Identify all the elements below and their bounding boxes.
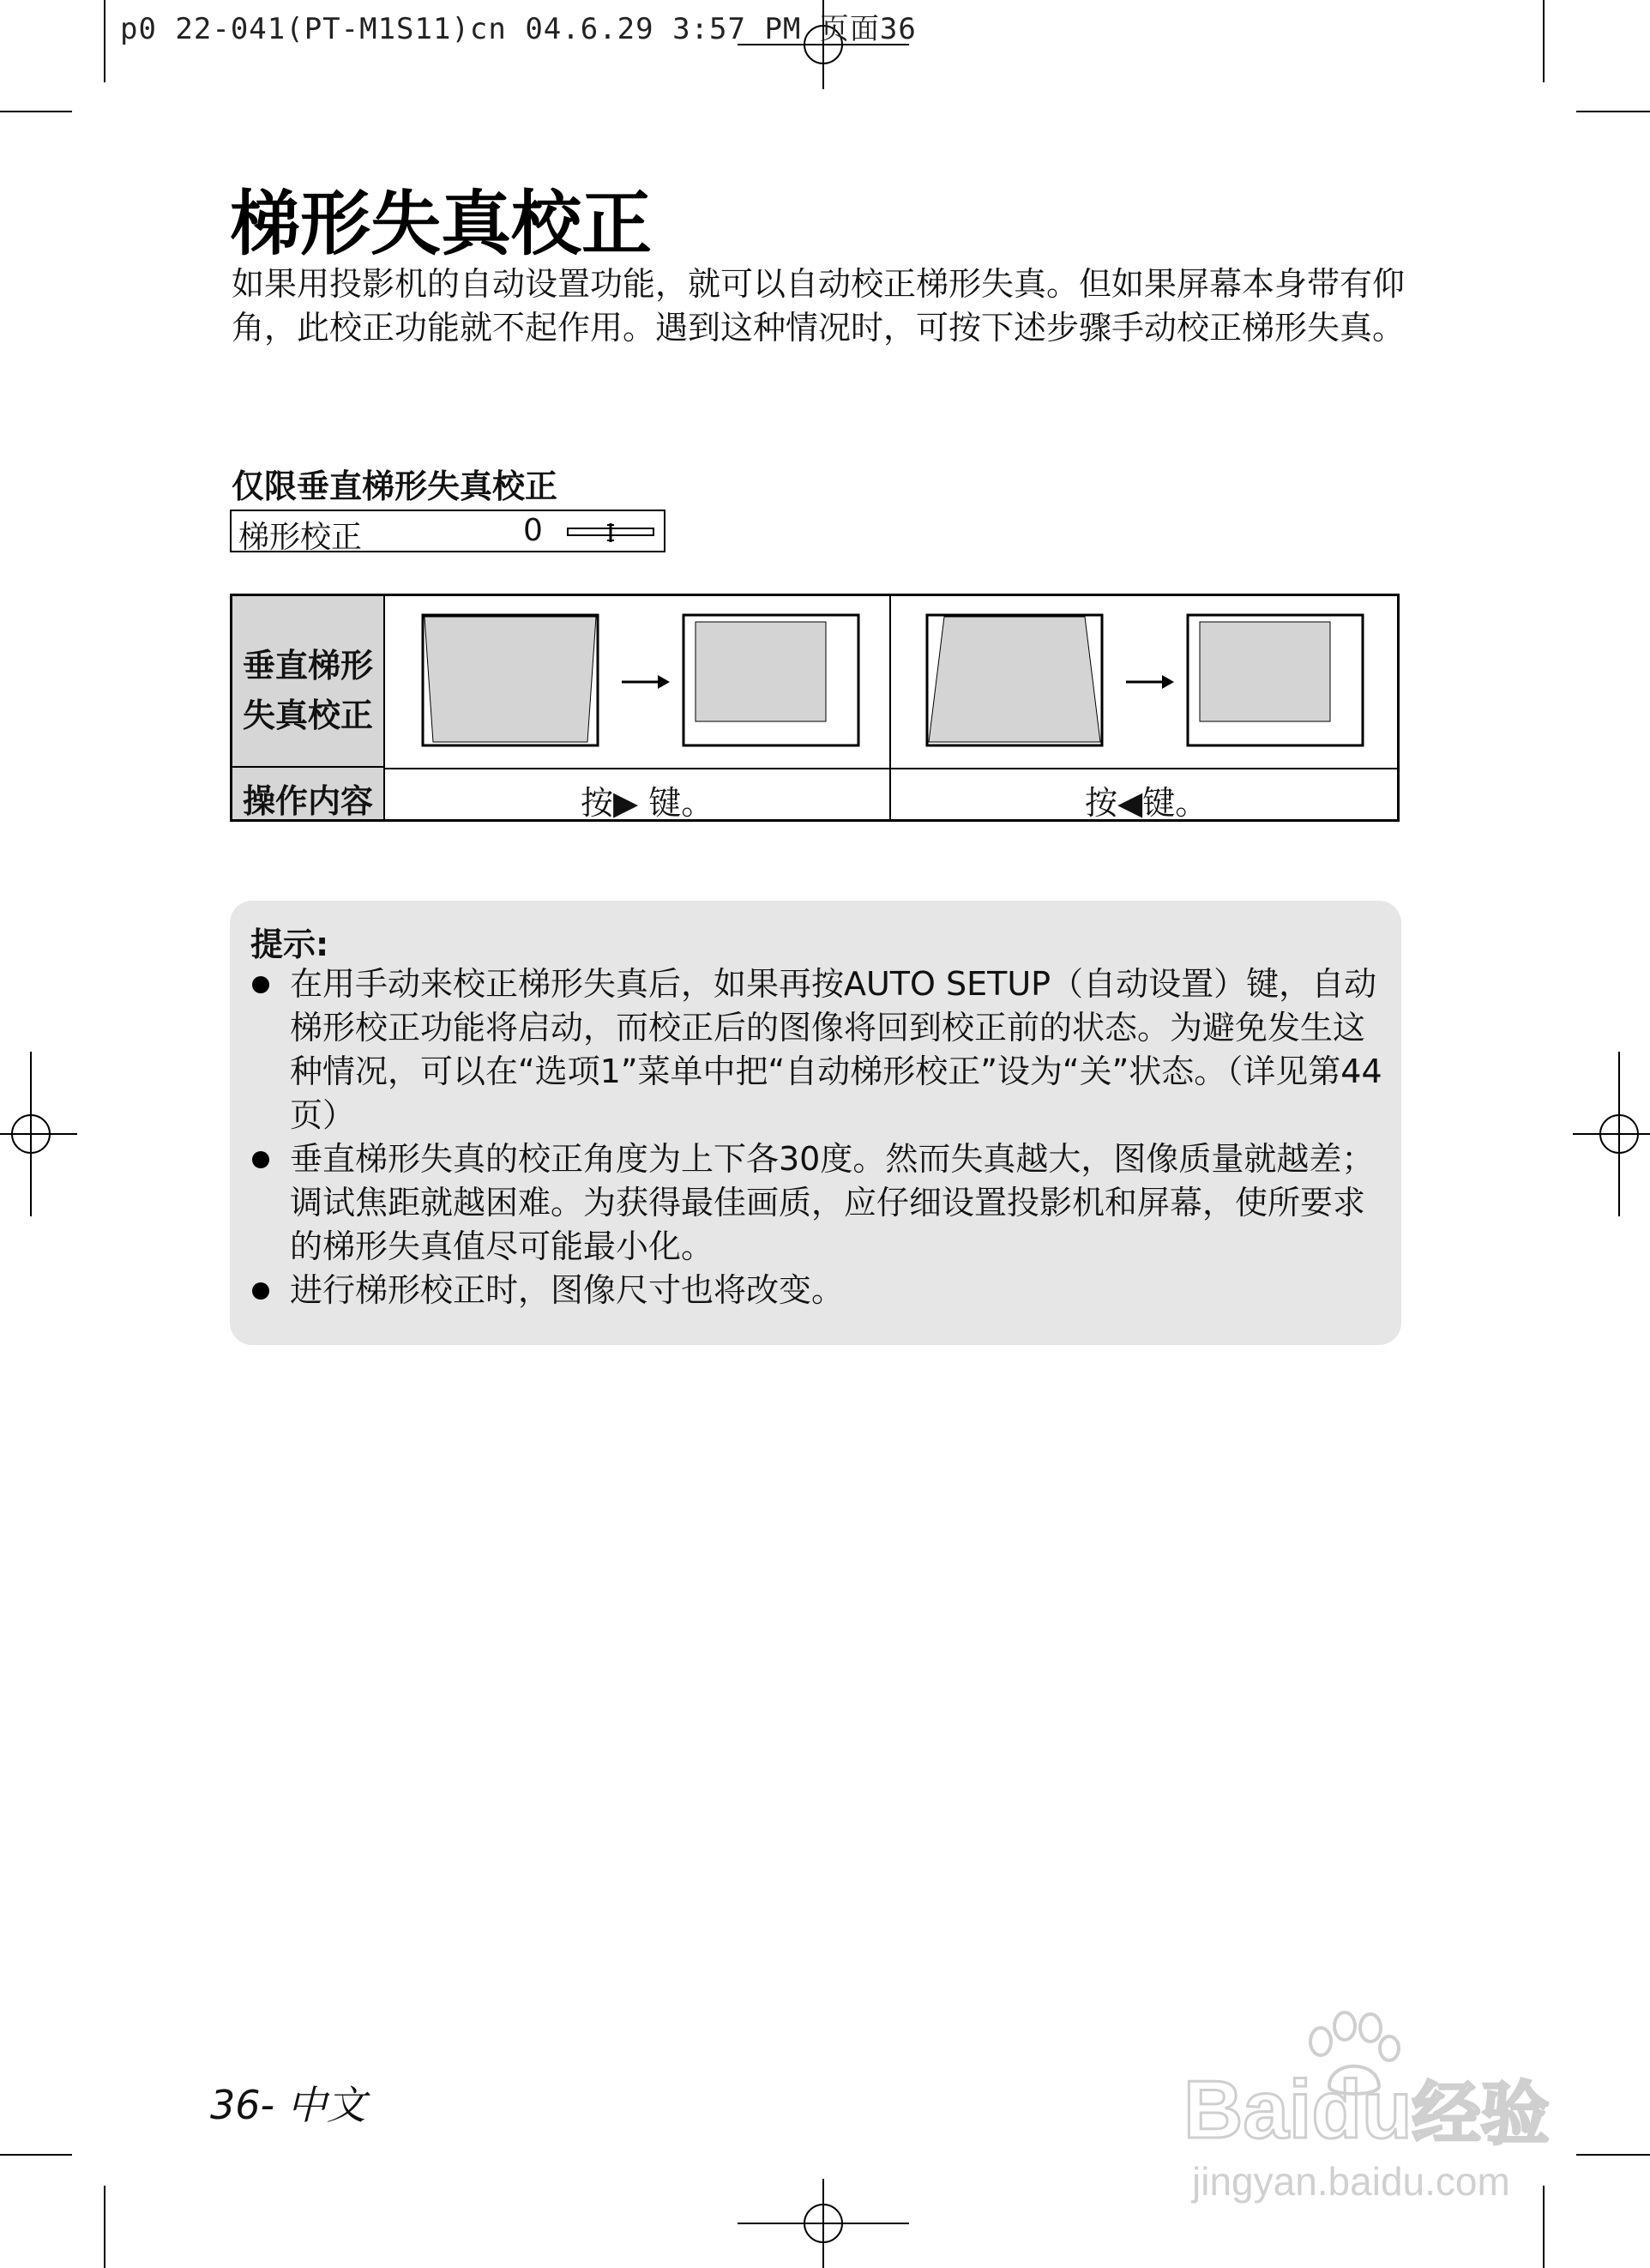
table-header-correction <box>232 596 385 768</box>
distorted-image-right <box>929 617 1100 742</box>
page-number: 36- 中文 <box>210 2082 366 2128</box>
print-slug: p0 22-041(PT-M1S11)cn 04.6.29 3:57 PM 页面36 <box>120 12 917 46</box>
watermark-brand2: du <box>1311 2064 1412 2156</box>
table-header-operation-label: 操作内容 <box>243 782 374 820</box>
table-header-line1: 垂直梯形 <box>243 647 374 685</box>
tip-item: 在用手动来校正梯形失真后，如果再按AUTO SETUP（自动设置）键，自动梯形校正功能将启动，而校正后的图像将回到校正前的状态。为避免发生这种情况，可以在“选项1”菜单中把“自动梯形校正”设为“关”状态。（详见第44页） <box>250 962 1382 1137</box>
keystone-table <box>230 594 1400 822</box>
osd-label: 梯形校正 <box>238 520 363 555</box>
tips-title: 提示: <box>250 926 329 963</box>
watermark-cn: 经验 <box>1412 2076 1550 2152</box>
watermark-brand: Bai <box>1183 2064 1312 2156</box>
table-header-line2: 失真校正 <box>243 697 374 734</box>
tips-list <box>250 962 1382 1312</box>
tip-item: 垂直梯形失真的校正角度为上下各30度。然而失真越大，图像质量就越差；调试焦距就越困难。为获得最佳画质，应仔细设置投影机和屏幕，使所要求的梯形失真值尽可能最小化。 <box>250 1137 1382 1269</box>
table-divider <box>889 596 891 819</box>
corrected-image-left <box>696 622 826 721</box>
tip-item: 进行梯形校正时，图像尺寸也将改变。 <box>250 1269 1382 1312</box>
distorted-image-left <box>425 617 596 742</box>
corrected-image-right <box>1200 622 1330 721</box>
osd-value: 0 <box>523 513 543 548</box>
section-subheading: 仅限垂直梯形失真校正 <box>232 467 558 505</box>
keystone-slider-icon <box>564 523 659 544</box>
arrow-right-icon <box>658 675 670 689</box>
table-row-divider <box>385 768 1397 769</box>
intro-paragraph: 如果用投影机的自动设置功能，就可以自动校正梯形失真。但如果屏幕本身带有仰角，此校正功能就不起作用。遇到这种情况时，可按下述步骤手动校正梯形失真。 <box>232 265 1406 347</box>
watermark-url: jingyan.baidu.com <box>1192 2159 1510 2204</box>
operation-right: 按◀键。 <box>1085 784 1208 822</box>
page-title: 梯形失真校正 <box>230 184 653 265</box>
tips-box <box>230 901 1401 1345</box>
table-header-operation <box>232 768 385 819</box>
keystone-osd-bar <box>230 510 665 555</box>
arrow-right-icon <box>1162 675 1174 689</box>
diagram-left <box>421 613 867 756</box>
operation-left: 按▶ 键。 <box>581 784 714 822</box>
diagram-right <box>925 613 1371 756</box>
